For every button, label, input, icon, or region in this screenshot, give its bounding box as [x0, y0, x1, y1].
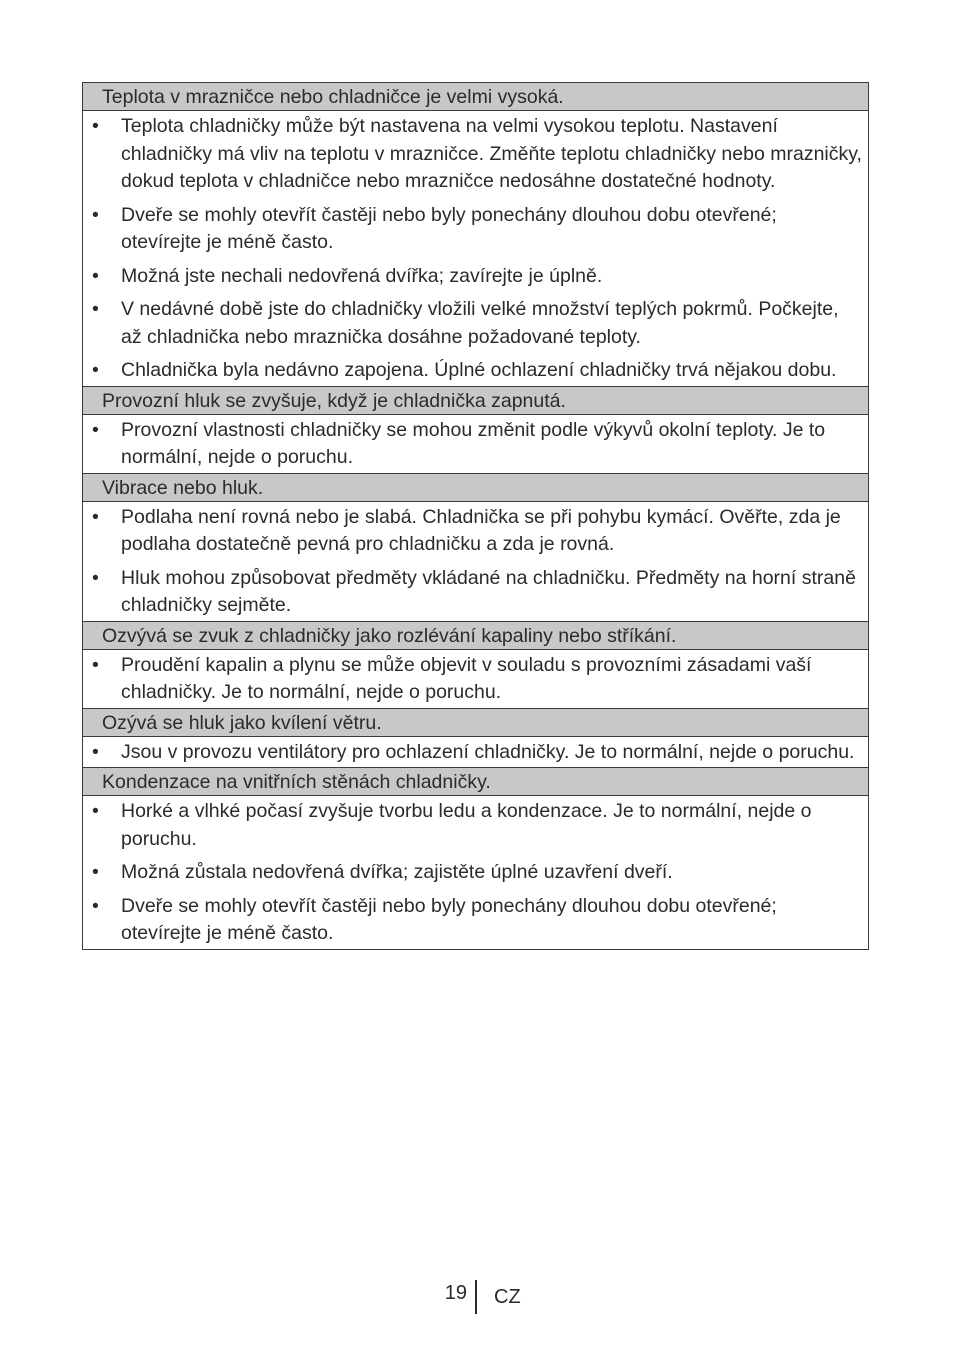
section-liquid-sound — [83, 622, 868, 709]
section-body — [83, 415, 868, 474]
section-header: Vibrace nebo hluk. — [83, 474, 868, 502]
bullet-list — [83, 652, 862, 707]
list-item — [83, 739, 862, 767]
section-operating-noise — [83, 387, 868, 474]
bullet-icon: • — [92, 418, 99, 441]
list-item-text: Možná jste nechali nedovřená dvířka; zavírejte je úplně. — [121, 264, 603, 287]
section-header: Teplota v mrazničce nebo chladničce je velmi vysoká. — [83, 83, 868, 111]
bullet-icon: • — [92, 298, 99, 320]
list-item — [83, 202, 862, 257]
section-wind-noise — [83, 709, 868, 769]
section-body — [83, 737, 868, 769]
list-item-text: V nedávné době jste do chladničky vložili velké množství teplých pokrmů. Počkejte, až chladnička nebo mraznička dosáhne požadované teploty. — [121, 298, 839, 348]
list-item-text: Horké a vlhké počasí zvyšuje tvorbu ledu a kondenzace. Je to normální, nejde o poruchu. — [121, 800, 812, 850]
language-code: CZ — [494, 1286, 521, 1308]
section-vibration — [83, 474, 868, 622]
bullet-icon: • — [92, 566, 99, 589]
list-item — [83, 565, 862, 620]
page-number: 19 — [444, 1282, 467, 1304]
section-header: Provozní hluk se zvyšuje, když je chladnička zapnutá. — [83, 387, 868, 415]
section-body — [83, 796, 868, 949]
section-body — [83, 650, 868, 709]
list-item-text: Dveře se mohly otevřít častěji nebo byly ponechány dlouhou dobu otevřené; otevírejte je méně často. — [121, 894, 777, 944]
list-item — [83, 113, 862, 196]
bullet-list — [83, 739, 862, 767]
bullet-icon: • — [92, 861, 99, 883]
bullet-icon: • — [92, 740, 99, 763]
bullet-icon: • — [92, 505, 99, 528]
bullet-icon: • — [92, 894, 99, 917]
section-body — [83, 502, 868, 622]
list-item — [83, 504, 862, 559]
bullet-icon: • — [92, 264, 99, 287]
section-header: Ozvývá se zvuk z chladničky jako rozlévání kapaliny nebo stříkání. — [83, 622, 868, 650]
section-header: Ozývá se hluk jako kvílení větru. — [83, 709, 868, 737]
list-item — [83, 652, 862, 707]
section-header: Kondenzace na vnitřních stěnách chladničky. — [83, 768, 868, 796]
section-body — [83, 111, 868, 387]
bullet-icon: • — [92, 800, 99, 822]
bullet-list — [83, 417, 862, 472]
bullet-list — [83, 798, 862, 948]
bullet-icon: • — [92, 115, 99, 137]
list-item — [83, 893, 862, 948]
bullet-list — [83, 113, 862, 385]
section-condensation — [83, 768, 868, 949]
list-item-text: Jsou v provozu ventilátory pro ochlazení chladničky. Je to normální, nejde o poruchu. — [121, 740, 855, 763]
list-item-text: Proudění kapalin a plynu se může objevit v souladu s provozními zásadami vaší chladničky. Je to normální, nejde o poruchu. — [121, 653, 812, 703]
bullet-icon: • — [92, 653, 99, 676]
list-item — [83, 263, 862, 291]
bullet-list — [83, 504, 862, 620]
list-item — [83, 296, 862, 351]
page-footer — [0, 1280, 954, 1314]
list-item-text: Teplota chladničky může být nastavena na velmi vysokou teplotu. Nastavení chladničky má vliv na teplotu v mrazničce. Změňte teplotu chladničky nebo mrazničky, dokud teplota v chladničce nebo mrazničce nedosáhne dostatečné hodnoty. — [121, 115, 862, 192]
list-item — [83, 859, 862, 887]
list-item-text: Chladnička byla nedávno zapojena. Úplné ochlazení chladničky trvá nějakou dobu. — [121, 359, 837, 381]
footer-divider — [475, 1280, 477, 1314]
list-item-text: Možná zůstala nedovřená dvířka; zajistěte úplné uzavření dveří. — [121, 861, 673, 883]
list-item-text: Provozní vlastnosti chladničky se mohou změnit podle výkyvů okolní teploty. Je to normální, nejde o poruchu. — [121, 418, 826, 468]
troubleshooting-table — [82, 82, 869, 950]
bullet-icon: • — [92, 203, 99, 226]
list-item — [83, 417, 862, 472]
list-item — [83, 798, 862, 853]
list-item-text: Dveře se mohly otevřít častěji nebo byly ponechány dlouhou dobu otevřené; otevírejte je méně často. — [121, 203, 777, 253]
list-item-text: Podlaha není rovná nebo je slabá. Chladnička se při pohybu kymácí. Ověřte, zda je podlaha dostatečně pevná pro chladničku a zda je rovná. — [121, 505, 841, 555]
list-item — [83, 357, 862, 385]
bullet-icon: • — [92, 359, 99, 381]
list-item-text: Hluk mohou způsobovat předměty vkládané na chladničku. Předměty na horní straně chladničky sejměte. — [121, 566, 856, 616]
section-high-temperature — [83, 83, 868, 387]
